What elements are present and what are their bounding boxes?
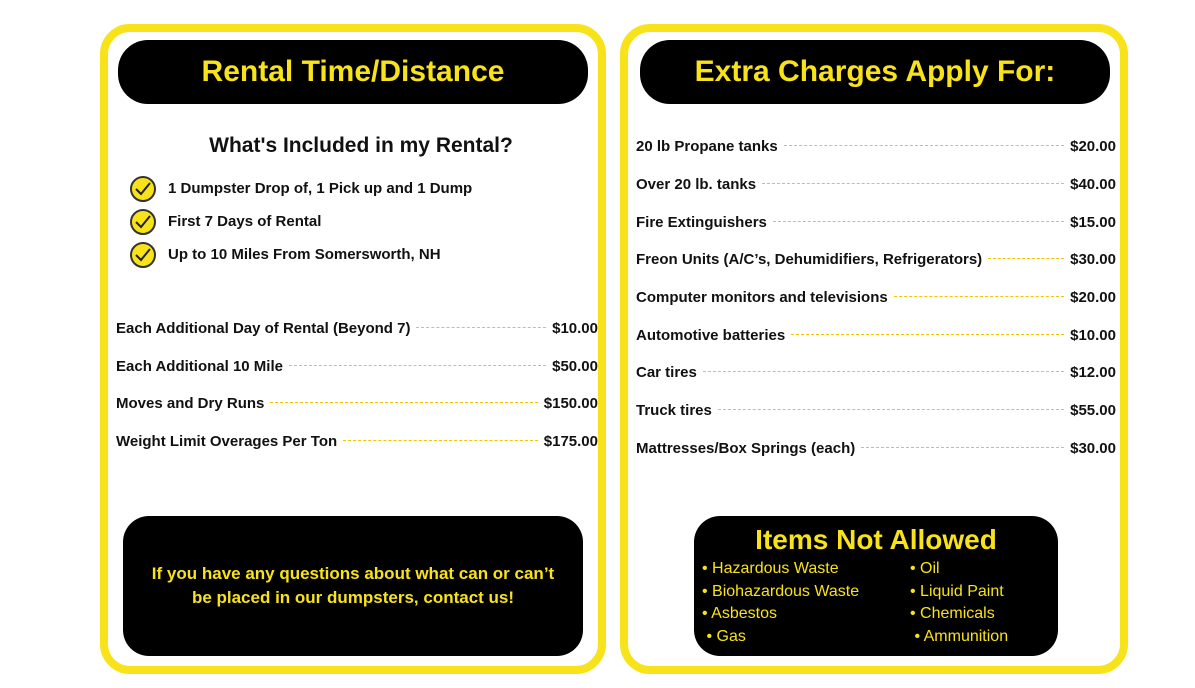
- charge-row: [636, 392, 1116, 430]
- charge-label: Freon Units (A/C’s, Dehumidifiers, Refrigerators): [636, 251, 983, 269]
- extra-charges-panel: [620, 24, 1128, 674]
- items-not-allowed-title: Items Not Allowed: [755, 524, 997, 555]
- fee-label: Weight Limit Overages Per Ton: [116, 432, 338, 450]
- charge-row: [636, 316, 1116, 354]
- dotted-leader: [762, 183, 1064, 184]
- charge-row: [636, 241, 1116, 279]
- fee-row: [116, 385, 598, 423]
- dotted-leader: [343, 440, 538, 441]
- included-item-label: First 7 Days of Rental: [168, 213, 322, 230]
- charge-label: Over 20 lb. tanks: [636, 176, 757, 194]
- rental-panel-title: Rental Time/Distance: [118, 40, 588, 104]
- fee-price: $175.00: [543, 432, 598, 450]
- contact-us-text: If you have any questions about what can or can’t be placed in our dumpsters, contact us!: [151, 564, 555, 607]
- charge-label: Car tires: [636, 364, 697, 382]
- not-allowed-item: • Gas: [702, 628, 746, 646]
- fee-row: [116, 310, 598, 348]
- checkmark-circle-icon: [130, 242, 156, 268]
- dotted-leader: [784, 145, 1064, 146]
- fee-row: [116, 423, 598, 461]
- included-item-label: Up to 10 Miles From Somersworth, NH: [168, 246, 441, 263]
- extra-charges-list: [636, 128, 1116, 467]
- charge-label: Mattresses/Box Springs (each): [636, 439, 856, 457]
- checkmark-circle-icon: [130, 209, 156, 235]
- charge-row: [636, 166, 1116, 204]
- charge-row: [636, 354, 1116, 392]
- checkmark-circle-icon: [130, 176, 156, 202]
- fee-row: [116, 348, 598, 386]
- included-item: [130, 172, 472, 205]
- charge-label: Computer monitors and televisions: [636, 289, 888, 307]
- not-allowed-item: • Liquid Paint: [910, 582, 1004, 600]
- dotted-leader: [861, 447, 1064, 448]
- contact-us-callout: [123, 516, 583, 656]
- dotted-leader: [703, 371, 1064, 372]
- fee-label: Each Additional 10 Mile: [116, 357, 283, 375]
- not-allowed-item: • Biohazardous Waste: [702, 582, 860, 600]
- charge-price: $10.00: [1070, 326, 1116, 344]
- charge-price: $12.00: [1070, 364, 1116, 382]
- charge-price: $30.00: [1070, 251, 1116, 269]
- extra-charges-title: Extra Charges Apply For:: [640, 40, 1110, 104]
- not-allowed-column: [910, 558, 1008, 649]
- charge-row: [636, 128, 1116, 166]
- items-not-allowed-box: [694, 516, 1058, 656]
- charge-price: $30.00: [1070, 439, 1116, 457]
- charge-row: [636, 430, 1116, 468]
- dotted-leader: [894, 296, 1064, 297]
- additional-fees-list: [116, 310, 598, 460]
- not-allowed-item: • Hazardous Waste: [702, 560, 839, 577]
- included-item: [130, 238, 472, 271]
- charge-price: $40.00: [1070, 176, 1116, 194]
- charge-price: $20.00: [1070, 289, 1116, 307]
- included-list: [130, 172, 472, 271]
- charge-price: $15.00: [1070, 213, 1116, 231]
- fee-label: Each Additional Day of Rental (Beyond 7): [116, 320, 411, 338]
- dotted-leader: [773, 221, 1064, 222]
- included-subtitle: What's Included in my Rental?: [209, 134, 513, 157]
- charge-price: $55.00: [1070, 402, 1116, 420]
- fee-price: $150.00: [543, 395, 598, 413]
- charge-label: Fire Extinguishers: [636, 213, 767, 231]
- fee-label: Moves and Dry Runs: [116, 395, 265, 413]
- included-item-label: 1 Dumpster Drop of, 1 Pick up and 1 Dump: [168, 180, 473, 197]
- dotted-leader: [416, 327, 546, 328]
- dotted-leader: [988, 258, 1064, 259]
- charge-row: [636, 203, 1116, 241]
- charge-label: Truck tires: [636, 402, 712, 420]
- charge-label: 20 lb Propane tanks: [636, 138, 778, 156]
- charge-price: $20.00: [1070, 138, 1116, 156]
- rental-time-distance-panel: [100, 24, 606, 674]
- charge-row: [636, 279, 1116, 317]
- dotted-leader: [718, 409, 1064, 410]
- not-allowed-column: [702, 558, 910, 649]
- not-allowed-item: • Asbestos: [702, 605, 777, 623]
- dotted-leader: [791, 334, 1064, 335]
- not-allowed-item: • Ammunition: [910, 628, 1009, 646]
- not-allowed-item: • Chemicals: [910, 605, 995, 623]
- not-allowed-item: • Oil: [910, 560, 940, 577]
- included-item: [130, 205, 472, 238]
- dotted-leader: [289, 365, 546, 366]
- dotted-leader: [270, 402, 537, 403]
- charge-label: Automotive batteries: [636, 326, 786, 344]
- fee-price: $10.00: [552, 320, 598, 338]
- fee-price: $50.00: [552, 357, 598, 375]
